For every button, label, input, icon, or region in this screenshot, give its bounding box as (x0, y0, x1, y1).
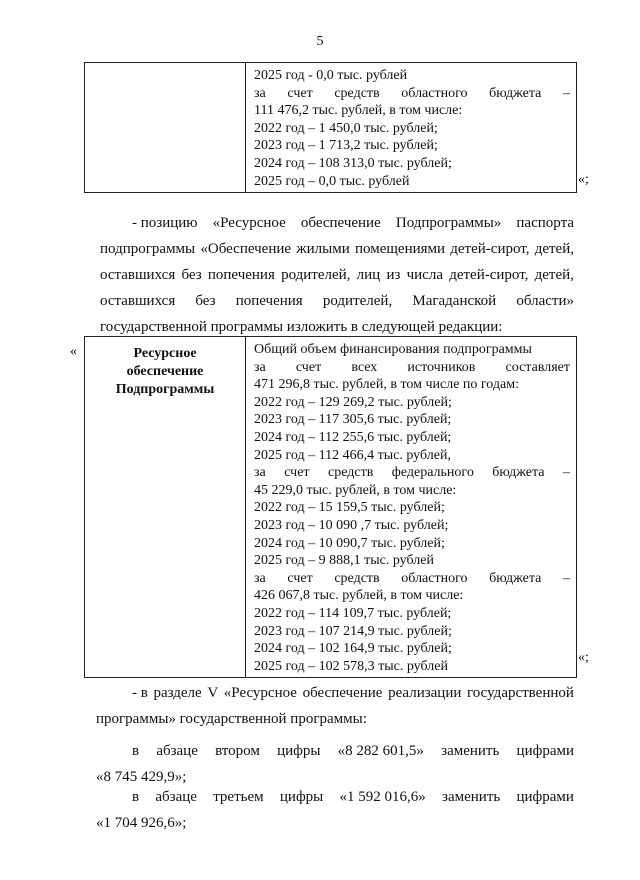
word: детей-сирот, (450, 241, 530, 257)
word: счет (287, 570, 313, 586)
word: «8 282 601,5» (337, 743, 424, 759)
word: детей-сирот, (449, 267, 529, 283)
word: попечения (207, 267, 275, 283)
word: федерального (391, 465, 474, 481)
text-line (100, 262, 574, 288)
table1-funding-cell (246, 63, 577, 193)
table1-empty-label-cell (85, 63, 246, 193)
word: за (254, 570, 266, 586)
text-line: 2024 год – 112 255,6 тыс. рублей; (254, 429, 452, 445)
word: абзаце (156, 743, 198, 759)
paragraph-third-abzac (96, 784, 574, 836)
word: реализации (388, 685, 462, 701)
word: подпрограммы (100, 241, 196, 257)
word: – (562, 85, 570, 101)
word: цифрами (516, 743, 574, 759)
text-line: Ресурсное (133, 346, 197, 361)
text-line: 2025 год – 9 888,1 тыс. рублей (254, 553, 434, 569)
word: оставшихся (100, 293, 176, 309)
word: средств (334, 85, 380, 101)
word: – (562, 570, 570, 586)
text-line: 426 067,8 тыс. рублей, в том числе: (254, 588, 464, 604)
word: оставшихся (100, 267, 176, 283)
text-line: 2023 год – 117 305,6 тыс. рублей; (254, 412, 452, 428)
word: счет (295, 359, 322, 375)
word: цифрами (516, 789, 574, 805)
word: «Обеспечение (200, 241, 292, 257)
text-line (254, 464, 570, 482)
word: бюджета (489, 570, 542, 586)
word: «1 592 016,6» (339, 789, 426, 805)
word: родителей, (322, 293, 393, 309)
word: источников (407, 359, 476, 375)
text-line (100, 288, 574, 314)
word: детей, (534, 267, 574, 283)
page-number: 5 (316, 34, 324, 49)
word: заменить (442, 789, 501, 805)
word: попечения (235, 293, 303, 309)
word: средств (334, 570, 380, 586)
word: помещениями (354, 241, 446, 257)
word: – (562, 465, 570, 481)
text-line: 2025 год - 0,0 тыс. рублей (254, 68, 408, 83)
word: Магаданской (412, 293, 497, 309)
table1-funding-text (246, 63, 576, 192)
word: средств (328, 465, 374, 481)
table2-funding-cell (246, 337, 577, 678)
text-line: обеспечение (126, 364, 204, 379)
text-line: программы» государственной программы: (96, 711, 367, 727)
text-line: 2025 год – 112 466,4 тыс. рублей, (254, 447, 451, 463)
word: цифры (279, 789, 324, 805)
word: V (207, 685, 219, 701)
text-line: 2023 год – 10 090 ,7 тыс. рублей; (254, 517, 449, 533)
text-line (254, 570, 570, 588)
word: разделе (153, 685, 202, 701)
text-line: 2025 год – 102 578,3 тыс. рублей (254, 658, 448, 674)
word: областного (401, 570, 468, 586)
word: абзаце (155, 789, 197, 805)
word: родителей, (281, 267, 351, 283)
paragraph-second-abzac (96, 738, 574, 790)
word: жилыми (296, 241, 350, 257)
word: цифры (277, 743, 321, 759)
word: «Ресурсное (223, 685, 297, 701)
text-line: 2024 год – 10 090,7 тыс. рублей; (254, 535, 445, 551)
paragraph-section-v (96, 680, 574, 732)
text-line (96, 680, 574, 706)
table1-closing-quote: «; (578, 172, 589, 187)
word: составляет (505, 359, 570, 375)
word: счет (284, 465, 310, 481)
word: числа (406, 267, 443, 283)
word: в (132, 789, 140, 805)
word: - позицию (132, 215, 198, 231)
word: втором (215, 743, 260, 759)
word: всех (351, 359, 378, 375)
word: без (181, 267, 202, 283)
table2-label (85, 337, 245, 407)
word: обеспечение (300, 215, 381, 231)
text-line: «1 704 926,6»; (96, 815, 187, 831)
table2-opening-quote: « (70, 344, 77, 359)
word: за (254, 359, 266, 375)
text-line: 2022 год – 15 159,5 тыс. рублей; (254, 500, 445, 516)
text-line: 2024 год – 108 313,0 тыс. рублей; (254, 155, 452, 171)
text-line: 2022 год – 1 450,0 тыс. рублей; (254, 120, 438, 136)
word: государственной (467, 685, 574, 701)
word: лиц (356, 267, 381, 283)
word: бюджета (489, 85, 542, 101)
word: без (195, 293, 216, 309)
word: из (386, 267, 401, 283)
text-line (254, 359, 570, 377)
text-line: 45 229,0 тыс. рублей, в том числе: (254, 482, 457, 498)
text-line (96, 784, 574, 810)
text-line: государственной программы изложить в следующей редакции: (100, 319, 503, 335)
text-line: 2023 год – 107 214,9 тыс. рублей; (254, 623, 452, 639)
word: паспорта (516, 215, 574, 231)
text-line: «8 745 429,9»; (96, 769, 187, 785)
text-line: Общий объем финансирования подпрограммы (254, 342, 532, 357)
funding-table-continuation (84, 62, 577, 193)
word: в (132, 743, 140, 759)
text-line (100, 236, 574, 262)
word: бюджета (492, 465, 545, 481)
word: - в (132, 685, 148, 701)
word: счет (287, 85, 313, 101)
table2-funding-text (246, 337, 576, 677)
table2-closing-quote: «; (578, 650, 589, 665)
paragraph-position-replacement (100, 210, 574, 340)
word: за (254, 85, 266, 101)
text-line: Подпрограммы (115, 382, 215, 397)
text-line (96, 738, 574, 764)
table2-label-cell (85, 337, 246, 678)
word: «Ресурсное (212, 215, 286, 231)
word: областного (401, 85, 468, 101)
word: заменить (441, 743, 500, 759)
text-line: 2022 год – 129 269,2 тыс. рублей; (254, 394, 452, 410)
text-line: 111 476,2 тыс. рублей, в том числе: (254, 103, 463, 119)
text-line: 2023 год – 1 713,2 тыс. рублей; (254, 138, 438, 154)
word: области» (516, 293, 574, 309)
word: детей, (534, 241, 574, 257)
text-line: 2024 год – 102 164,9 тыс. рублей; (254, 641, 452, 657)
word: третьем (213, 789, 264, 805)
word: обеспечение (302, 685, 383, 701)
text-line: 2025 год – 0,0 тыс. рублей (254, 173, 410, 189)
word: за (254, 465, 266, 481)
text-line (254, 85, 570, 103)
text-line: 471 296,8 тыс. рублей, в том числе по годам: (254, 377, 519, 393)
text-line (100, 210, 574, 236)
text-line: 2022 год – 114 109,7 тыс. рублей; (254, 605, 452, 621)
resource-provision-table (84, 336, 577, 678)
word: Подпрограммы» (395, 215, 502, 231)
